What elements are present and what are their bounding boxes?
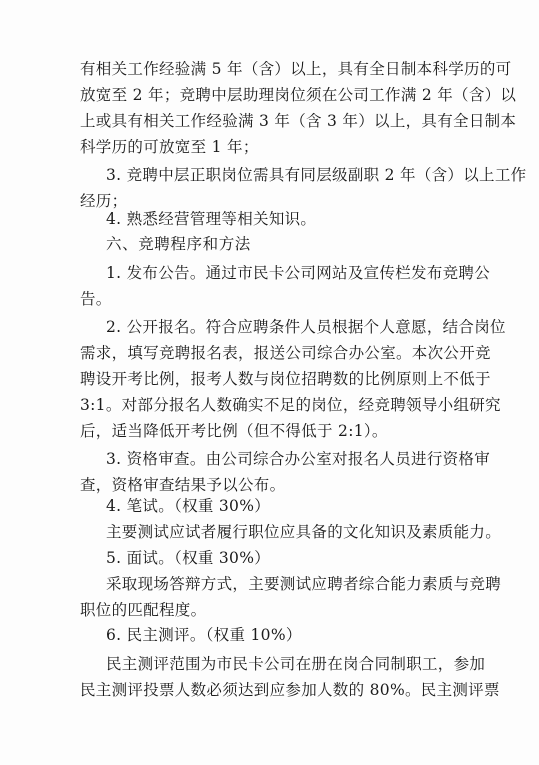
text-line-6: 经历； <box>80 192 128 210</box>
text-line-19: 主要测试应试者履行职位应具备的文化知识及素质能力。 <box>106 523 502 541</box>
text-line-10: 告。 <box>80 290 112 308</box>
text-line-20: 5. 面试。（权重 30%） <box>106 549 271 567</box>
text-line-22: 职位的匹配程度。 <box>80 601 207 619</box>
text-line-16: 3. 资格审查。由公司综合办公室对报名人员进行资格审 <box>106 450 491 468</box>
text-line-13: 聘设开考比例，报考人数与岗位招聘数的比例原则上不低于 <box>80 370 491 388</box>
text-line-25: 民主测评投票人数必须达到应参加人数的 80%。民主测评票 <box>80 681 500 699</box>
text-line-7: 4. 熟悉经营管理等相关知识。 <box>106 210 317 228</box>
text-line-17: 查，资格审查结果予以公布。 <box>80 476 286 494</box>
text-line-15: 后，适当降低开考比例（但不得低于 2:1）。 <box>80 422 388 440</box>
text-line-18: 4. 笔试。（权重 30%） <box>106 497 271 515</box>
text-line-21: 采取现场答辩方式，主要测试应聘者综合能力素质与竞聘 <box>106 575 502 593</box>
text-line-9: 1. 发布公告。通过市民卡公司网站及宣传栏发布竞聘公 <box>106 264 491 282</box>
text-line-3: 上或具有相关工作经验满 3 年（含 3 年）以上，具有全日制本 <box>80 112 517 130</box>
text-line-23: 6. 民主测评。（权重 10%） <box>106 626 302 644</box>
section-heading: 六、竞聘程序和方法 <box>106 235 251 253</box>
text-line-12: 需求，填写竞聘报名表，报送公司综合办公室。本次公开竞 <box>80 344 491 362</box>
text-line-5: 3. 竞聘中层正职岗位需具有同层级副职 2 年（含）以上工作 <box>106 166 527 184</box>
text-line-11: 2. 公开报名。符合应聘条件人员根据个人意愿，结合岗位 <box>106 318 506 336</box>
text-line-2: 放宽至 2 年；竞聘中层助理岗位须在公司工作满 2 年（含）以 <box>80 86 517 104</box>
text-line-1: 有相关工作经验满 5 年（含）以上，具有全日制本科学历的可 <box>80 60 512 78</box>
text-line-14: 3:1。对部分报名人数确实不足的岗位，经竞聘领导小组研究 <box>80 396 501 414</box>
text-line-24: 民主测评范围为市民卡公司在册在岗合同制职工，参加 <box>106 655 486 673</box>
text-line-4: 科学历的可放宽至 1 年； <box>80 138 259 156</box>
